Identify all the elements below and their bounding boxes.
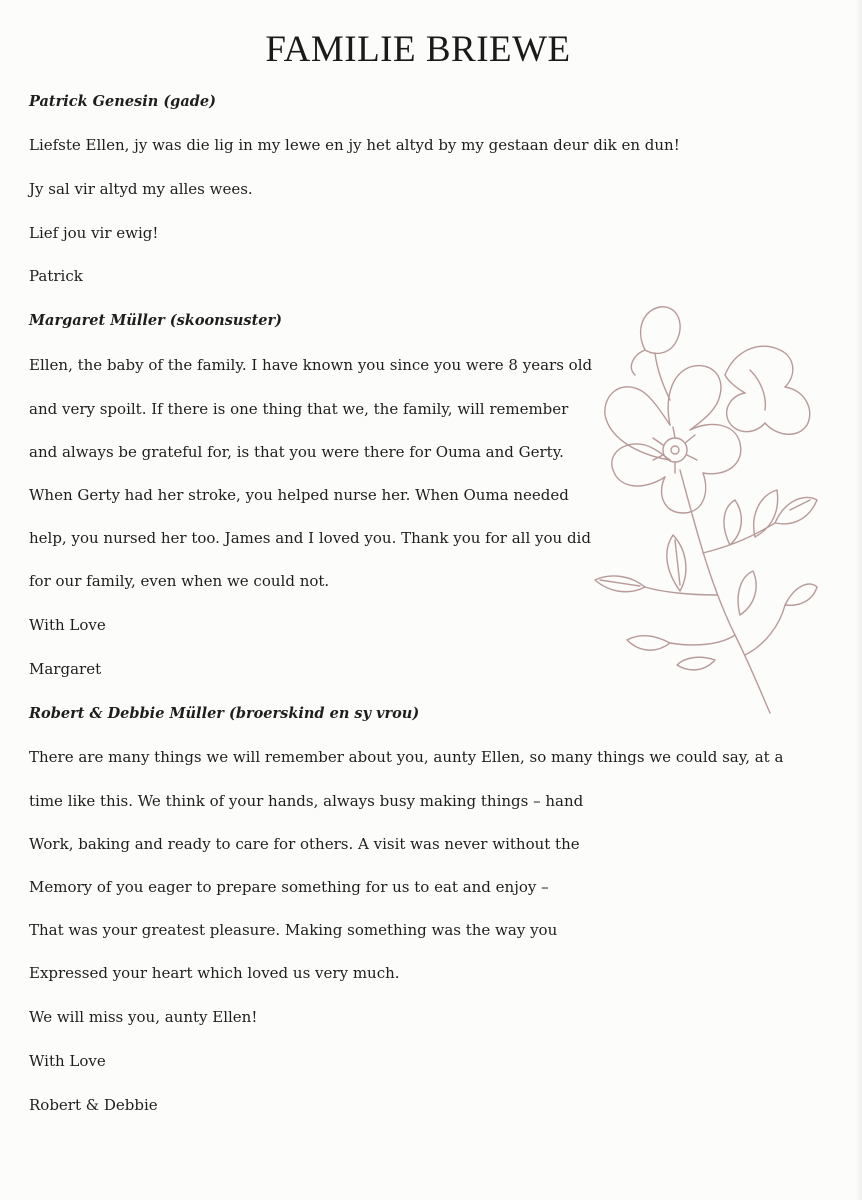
letter-1-heading: Patrick Genesin (gade) (29, 93, 216, 110)
flower-illustration (585, 295, 820, 720)
letter-3-line-4: Memory of you eager to prepare something for us to eat and enjoy – (29, 878, 549, 896)
letter-3-line-3: Work, baking and ready to care for others. A visit was never without the (29, 835, 580, 853)
letter-3-heading: Robert & Debbie Müller (broerskind en sy vrou) (29, 705, 420, 722)
letter-2-line-2: and very spoilt. If there is one thing that we, the family, will remember (29, 400, 569, 418)
letter-2-line-4: When Gerty had her stroke, you helped nurse her. When Ouma needed (29, 486, 569, 504)
scan-edge-shadow (856, 0, 862, 1200)
letter-1-line-1: Liefste Ellen, jy was die lig in my lewe en jy het altyd by my gestaan deur dik en dun! (29, 136, 680, 154)
letter-2-heading: Margaret Müller (skoonsuster) (29, 312, 282, 329)
letter-3-line-5: That was your greatest pleasure. Making something was the way you (29, 921, 558, 939)
letter-3-line-6: Expressed your heart which loved us very much. (29, 964, 400, 982)
letter-2-line-6: for our family, even when we could not. (29, 572, 330, 590)
letter-2-line-5: help, you nursed her too. James and I loved you. Thank you for all you did (29, 529, 591, 547)
letter-3-signature: Robert & Debbie (29, 1096, 158, 1114)
letter-1-line-2: Jy sal vir altyd my alles wees. (29, 180, 253, 198)
page-title: FAMILIE BRIEWE (265, 29, 571, 70)
letter-2-line-1: Ellen, the baby of the family. I have known you since you were 8 years old (29, 356, 593, 374)
letter-1-line-3: Lief jou vir ewig! (29, 224, 159, 242)
letter-3-closing: With Love (29, 1052, 106, 1070)
letter-3-line-2: time like this. We think of your hands, always busy making things – hand (29, 792, 584, 810)
letter-2-signature: Margaret (29, 660, 102, 678)
letter-2-closing: With Love (29, 616, 106, 634)
letter-1-signature: Patrick (29, 267, 83, 285)
letter-2-line-3: and always be grateful for, is that you were there for Ouma and Gerty. (29, 443, 564, 461)
letter-3-line-1: There are many things we will remember about you, aunty Ellen, so many things we could say, at a (29, 748, 784, 766)
letter-3-line-7: We will miss you, aunty Ellen! (29, 1008, 258, 1026)
